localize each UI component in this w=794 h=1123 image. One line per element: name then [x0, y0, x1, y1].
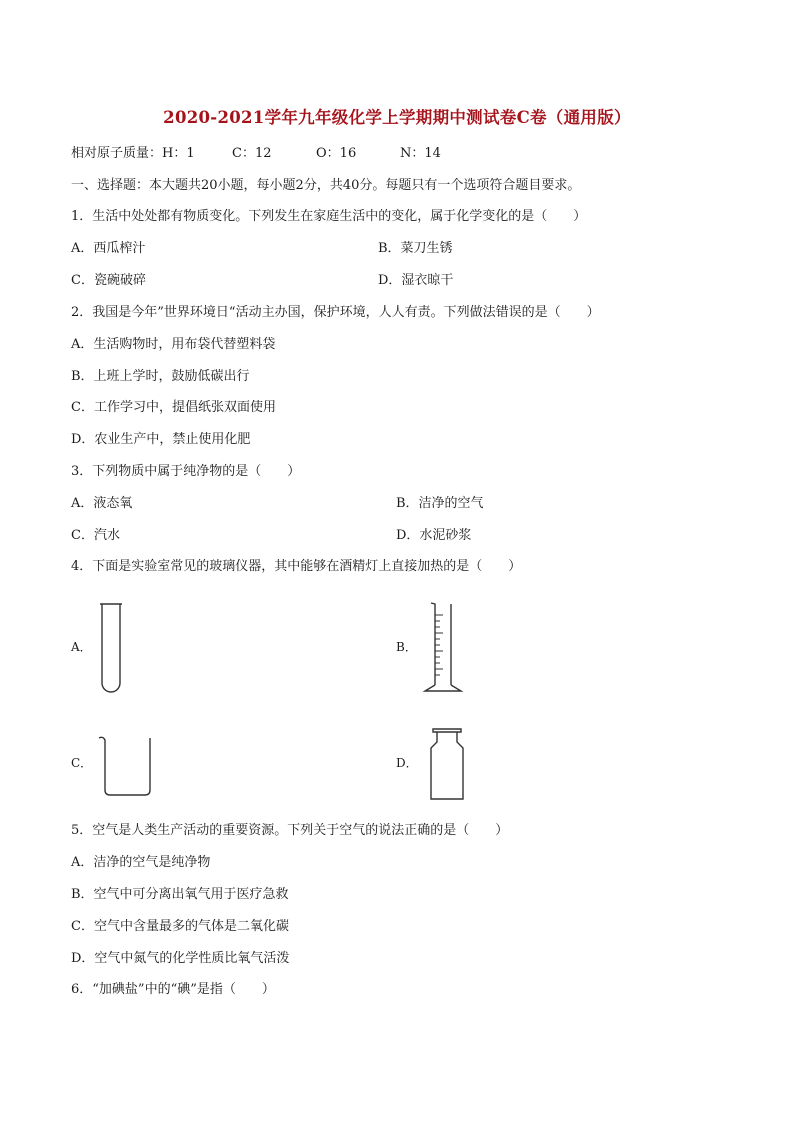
q2-option-c: C．工作学习中，提倡纸张双面使用 — [71, 400, 276, 415]
test-tube-icon — [98, 603, 124, 698]
atomic-mass-o: O：16 — [316, 146, 357, 161]
atomic-mass-h: H：1 — [162, 146, 195, 161]
atomic-mass-line — [71, 145, 441, 163]
question-1-stem: 1．生活中处处都有物质变化。下列发生在家庭生活中的变化，属于化学变化的是（ ） — [71, 209, 587, 224]
q3-option-b: B．洁净的空气 — [396, 496, 484, 511]
q3-option-d: D．水泥砂浆 — [396, 528, 472, 543]
q4-option-b: B． — [396, 640, 417, 654]
atomic-mass-c: C：12 — [232, 146, 272, 161]
q2-option-b: B．上班上学时，鼓励低碳出行 — [71, 369, 250, 384]
atomic-mass-n: N：14 — [400, 146, 441, 161]
question-4-stem: 4．下面是实验室常见的玻璃仪器，其中能够在酒精灯上直接加热的是（ ） — [71, 559, 522, 574]
exam-title: 2020-2021学年九年级化学上学期期中测试卷C卷（通用版） — [163, 108, 631, 127]
q4-option-c: C． — [71, 756, 93, 770]
q5-option-b: B．空气中可分离出氧气用于医疗急救 — [71, 887, 289, 902]
q1-option-b: B．菜刀生锈 — [378, 241, 453, 256]
q1-option-d: D．湿衣晾干 — [378, 273, 454, 288]
q4-option-d: D． — [396, 756, 418, 770]
q5-option-d: D．空气中氮气的化学性质比氧气活泼 — [71, 951, 290, 966]
question-5-stem: 5．空气是人类生产活动的重要资源。下列关于空气的说法正确的是（ ） — [71, 823, 509, 838]
q1-option-a: A．西瓜榨汁 — [71, 241, 146, 256]
q4-option-a: A． — [71, 640, 92, 654]
q5-option-c: C．空气中含量最多的气体是二氧化碳 — [71, 919, 289, 934]
q2-option-d: D．农业生产中，禁止使用化肥 — [71, 432, 251, 447]
atomic-mass-label: 相对原子质量： — [71, 146, 163, 161]
question-6-stem: 6．“加碘盐”中的“碘”是指（ ） — [71, 982, 275, 997]
q3-option-c: C．汽水 — [71, 528, 120, 543]
beaker-icon — [98, 735, 156, 799]
q2-option-a: A．生活购物时，用布袋代替塑料袋 — [71, 337, 276, 352]
q5-option-a: A．洁净的空气是纯净物 — [71, 855, 211, 870]
section-heading: 一、选择题：本大题共20小题，每小题2分，共40分。每题只有一个选项符合题目要求。 — [71, 178, 581, 193]
graduated-cylinder-icon — [423, 601, 463, 693]
question-2-stem: 2．我国是今年”世界环境日“活动主办国，保护环境，人人有责。下列做法错误的是（ ） — [71, 305, 600, 320]
reagent-bottle-icon — [427, 727, 467, 801]
q3-option-a: A．液态氧 — [71, 496, 133, 511]
q1-option-c: C．瓷碗破碎 — [71, 273, 146, 288]
question-3-stem: 3．下列物质中属于纯净物的是（ ） — [71, 464, 301, 479]
